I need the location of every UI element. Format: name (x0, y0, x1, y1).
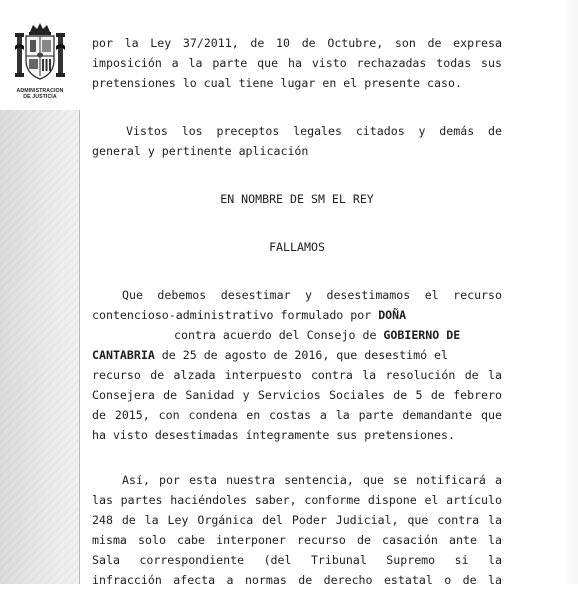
margin-scan-shadow (0, 110, 80, 584)
paragraph-ruling: Que debemos desestimar y desestimamos el recurso contencioso-administrativo formulado por DOÑA contra acuerdo del Consejo de GOBIERNO DE CANTABRIA de 25 de agosto de 2016, que desestimó el recurso de alzada interpuesto contra la resolución de la Consejera de Sanidad y Servicios Sociales de 5 de febrero de 2015, con condena en costas a la parte demandante que ha visto desestimadas íntegramente sus pretensiones. (92, 288, 502, 442)
paragraph-costs: por la Ley 37/2011, de 10 de Octubre, son de expresa imposición a la parte que ha visto rechazadas todas sus pretensiones lo cual tiene lugar en el presente caso. (92, 36, 502, 90)
paragraph-legal-grounds: Vistos los preceptos legales citados y demás de general y pertinente aplicación (92, 124, 502, 158)
seal-caption: ADMINISTRACION DE JUSTICIA (16, 88, 64, 100)
margin-edge (79, 110, 80, 584)
coat-of-arms-icon (14, 22, 66, 84)
paragraph-notification: Así, por esta nuestra sentencia, que se notificará a las partes haciéndoles saber, conforme dispone el artículo 248 de la Ley Orgánica del Poder Judicial, que contra la misma solo cabe interponer recurso de casación ante la Sala correspondiente (del Tribunal Supremo si la infracción afecta a normas de derecho estatal o de la (92, 473, 502, 587)
heading-in-the-name-of-the-king: EN NOMBRE DE SM EL REY (220, 192, 374, 206)
heading-fallamos: FALLAMOS (269, 240, 325, 254)
right-scan-edge (564, 0, 578, 584)
left-margin (0, 0, 80, 584)
